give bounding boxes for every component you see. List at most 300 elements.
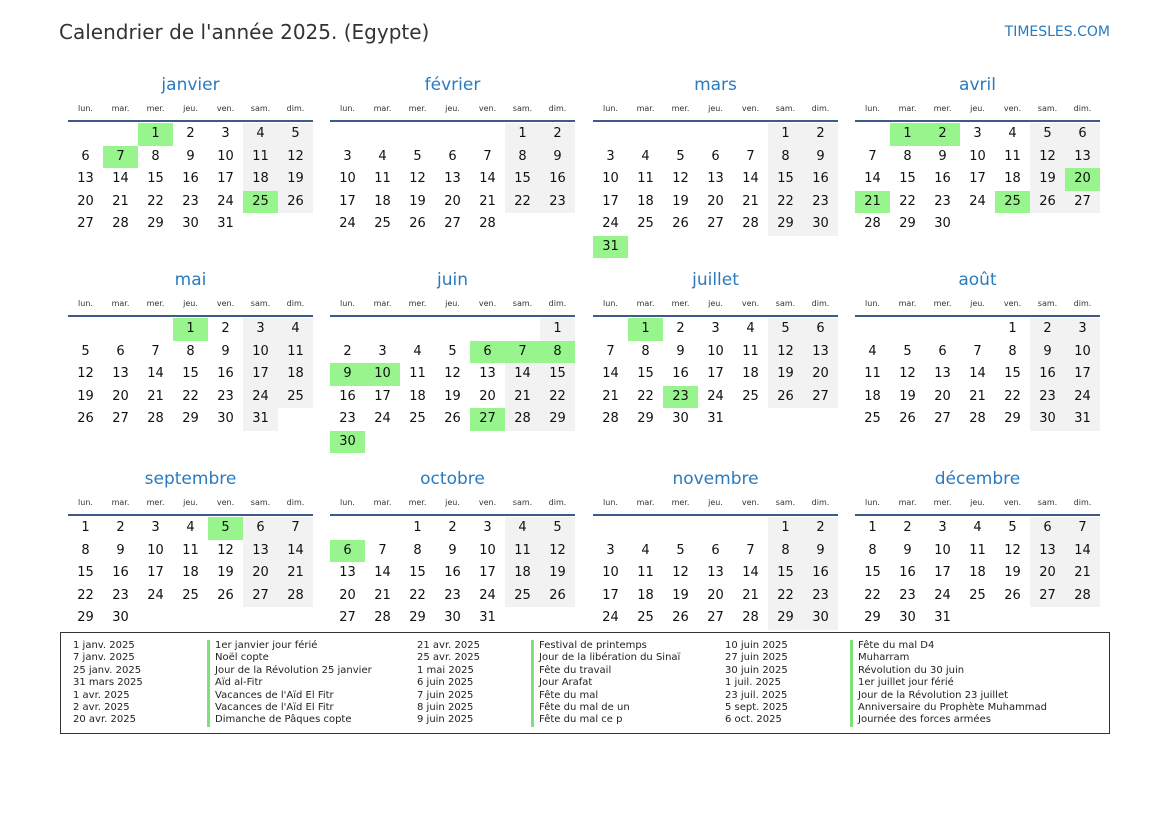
day-cell[interactable]: 3 — [938, 520, 947, 535]
day-cell[interactable]: 27 — [707, 216, 724, 231]
day-cell[interactable]: 16 — [217, 366, 234, 381]
day-cell[interactable]: 29 — [182, 411, 199, 426]
day-cell[interactable]: 27 — [803, 386, 838, 409]
day-cell[interactable]: 7 — [151, 343, 160, 359]
day-cell[interactable]: 7 — [868, 148, 877, 164]
day-cell[interactable]: 3 — [606, 542, 615, 558]
day-cell[interactable]: 2 — [186, 126, 195, 141]
day-cell[interactable]: 15 — [505, 168, 540, 191]
day-cell[interactable]: 23 — [339, 411, 356, 426]
day-cell[interactable]: 26 — [77, 411, 94, 426]
day-cell[interactable]: 15 — [182, 366, 199, 381]
day-cell[interactable]: 22 — [540, 386, 575, 409]
day-cell[interactable]: 3 — [606, 148, 615, 164]
day-cell[interactable]: 28 — [864, 216, 881, 231]
day-cell[interactable]: 4 — [868, 343, 877, 359]
day-cell[interactable]: 15 — [409, 565, 426, 580]
day-cell[interactable]: 5 — [540, 517, 575, 540]
day-cell[interactable]: 31 — [217, 216, 234, 231]
day-cell[interactable]: 3 — [151, 520, 160, 535]
day-cell[interactable]: 1 — [81, 520, 90, 535]
day-cell[interactable]: 19 — [278, 168, 313, 191]
day-cell[interactable]: 3 — [973, 126, 982, 141]
day-cell[interactable]: 9 — [938, 148, 947, 164]
day-cell[interactable]: 3 — [343, 148, 352, 164]
day-cell[interactable]: 27 — [339, 610, 356, 625]
day-cell[interactable]: 21 — [374, 587, 391, 603]
day-cell[interactable]: 20 — [707, 193, 724, 209]
day-cell[interactable]: 19 — [1004, 565, 1021, 580]
day-cell[interactable]: 30 — [803, 607, 838, 630]
day-cell[interactable]: 18 — [182, 565, 199, 580]
day-cell[interactable]: 17 — [147, 565, 164, 580]
day-cell[interactable]: 16 — [540, 168, 575, 191]
day-cell[interactable]: 29 — [768, 213, 803, 236]
day-cell[interactable]: 30 — [803, 213, 838, 236]
day-cell[interactable]: 4 — [746, 321, 755, 336]
day-cell[interactable]: 2 — [540, 123, 575, 146]
day-cell[interactable]: 22 — [768, 585, 803, 608]
day-cell[interactable]: 10 — [217, 148, 234, 164]
day-cell[interactable]: 11 — [637, 171, 654, 186]
day-cell[interactable]: 30 — [899, 610, 916, 625]
day-cell[interactable]: 28 — [278, 585, 313, 608]
day-cell[interactable]: 6 — [938, 343, 947, 359]
day-cell[interactable]: 12 — [672, 565, 689, 580]
day-cell[interactable]: 13 — [707, 565, 724, 580]
day-cell[interactable]: 24 — [339, 216, 356, 231]
day-cell[interactable]: 15 — [1004, 366, 1021, 381]
day-cell[interactable]: 10 — [602, 171, 619, 186]
day-cell[interactable]: 26 — [217, 587, 234, 603]
day-cell[interactable]: 4 — [973, 520, 982, 535]
day-cell[interactable]: 1 — [628, 318, 663, 341]
day-cell[interactable]: 2 — [803, 123, 838, 146]
day-cell[interactable]: 2 — [448, 520, 457, 535]
day-cell[interactable]: 26 — [1030, 191, 1065, 214]
day-cell[interactable]: 28 — [112, 216, 129, 231]
day-cell[interactable]: 9 — [540, 146, 575, 169]
day-cell[interactable]: 14 — [147, 366, 164, 381]
day-cell[interactable]: 27 — [243, 585, 278, 608]
day-cell[interactable]: 24 — [243, 386, 278, 409]
day-cell[interactable]: 23 — [803, 191, 838, 214]
day-cell[interactable]: 7 — [103, 146, 138, 169]
day-cell[interactable]: 19 — [540, 562, 575, 585]
day-cell[interactable]: 18 — [637, 587, 654, 603]
day-cell[interactable]: 21 — [147, 388, 164, 404]
day-cell[interactable]: 9 — [903, 542, 912, 558]
day-cell[interactable]: 11 — [1004, 148, 1021, 164]
day-cell[interactable]: 13 — [444, 171, 461, 186]
day-cell[interactable]: 8 — [903, 148, 912, 164]
day-cell[interactable]: 21 — [278, 562, 313, 585]
day-cell[interactable]: 11 — [637, 565, 654, 580]
day-cell[interactable]: 18 — [243, 168, 278, 191]
day-cell[interactable]: 14 — [864, 171, 881, 186]
day-cell[interactable]: 14 — [505, 363, 540, 386]
day-cell[interactable]: 19 — [1030, 168, 1065, 191]
day-cell[interactable]: 11 — [409, 366, 426, 381]
day-cell[interactable]: 7 — [973, 343, 982, 359]
day-cell[interactable]: 22 — [899, 193, 916, 209]
day-cell[interactable]: 19 — [77, 388, 94, 404]
day-cell[interactable]: 20 — [1030, 562, 1065, 585]
day-cell[interactable]: 29 — [77, 610, 94, 625]
day-cell[interactable]: 28 — [742, 216, 759, 231]
day-cell[interactable]: 4 — [641, 542, 650, 558]
day-cell[interactable]: 13 — [803, 341, 838, 364]
day-cell[interactable]: 30 — [217, 411, 234, 426]
day-cell[interactable]: 19 — [672, 193, 689, 209]
day-cell[interactable]: 1 — [138, 123, 173, 146]
day-cell[interactable]: 2 — [1030, 318, 1065, 341]
day-cell[interactable]: 20 — [339, 587, 356, 603]
day-cell[interactable]: 31 — [479, 610, 496, 625]
day-cell[interactable]: 2 — [343, 343, 352, 359]
day-cell[interactable]: 26 — [278, 191, 313, 214]
day-cell[interactable]: 5 — [768, 318, 803, 341]
day-cell[interactable]: 8 — [641, 343, 650, 359]
day-cell[interactable]: 23 — [540, 191, 575, 214]
day-cell[interactable]: 2 — [925, 123, 960, 146]
day-cell[interactable]: 16 — [803, 562, 838, 585]
day-cell[interactable]: 24 — [147, 587, 164, 603]
day-cell[interactable]: 31 — [243, 408, 278, 431]
day-cell[interactable]: 25 — [505, 585, 540, 608]
day-cell[interactable]: 7 — [746, 542, 755, 558]
day-cell[interactable]: 12 — [768, 341, 803, 364]
day-cell[interactable]: 26 — [409, 216, 426, 231]
day-cell[interactable]: 2 — [803, 517, 838, 540]
day-cell[interactable]: 8 — [413, 542, 422, 558]
day-cell[interactable]: 27 — [470, 408, 505, 431]
day-cell[interactable]: 12 — [1004, 542, 1021, 558]
day-cell[interactable]: 20 — [112, 388, 129, 404]
day-cell[interactable]: 17 — [707, 366, 724, 381]
day-cell[interactable]: 10 — [339, 171, 356, 186]
day-cell[interactable]: 5 — [676, 542, 685, 558]
day-cell[interactable]: 26 — [899, 411, 916, 426]
day-cell[interactable]: 14 — [112, 171, 129, 186]
day-cell[interactable]: 28 — [374, 610, 391, 625]
day-cell[interactable]: 18 — [409, 388, 426, 404]
day-cell[interactable]: 8 — [768, 146, 803, 169]
day-cell[interactable]: 2 — [116, 520, 125, 535]
day-cell[interactable]: 16 — [444, 565, 461, 580]
day-cell[interactable]: 30 — [444, 610, 461, 625]
day-cell[interactable]: 25 — [637, 610, 654, 625]
day-cell[interactable]: 4 — [278, 318, 313, 341]
day-cell[interactable]: 7 — [378, 542, 387, 558]
day-cell[interactable]: 17 — [602, 587, 619, 603]
day-cell[interactable]: 10 — [934, 542, 951, 558]
day-cell[interactable]: 30 — [934, 216, 951, 231]
day-cell[interactable]: 8 — [505, 146, 540, 169]
day-cell[interactable]: 27 — [934, 411, 951, 426]
day-cell[interactable]: 13 — [1065, 146, 1100, 169]
day-cell[interactable]: 21 — [479, 193, 496, 209]
day-cell[interactable]: 5 — [676, 148, 685, 164]
day-cell[interactable]: 11 — [742, 343, 759, 359]
day-cell[interactable]: 6 — [711, 542, 720, 558]
day-cell[interactable]: 31 — [593, 236, 628, 259]
day-cell[interactable]: 24 — [1065, 386, 1100, 409]
day-cell[interactable]: 14 — [742, 565, 759, 580]
day-cell[interactable]: 17 — [243, 363, 278, 386]
day-cell[interactable]: 26 — [672, 216, 689, 231]
day-cell[interactable]: 14 — [278, 540, 313, 563]
day-cell[interactable]: 16 — [1030, 363, 1065, 386]
day-cell[interactable]: 28 — [742, 610, 759, 625]
day-cell[interactable]: 24 — [217, 193, 234, 209]
day-cell[interactable]: 7 — [483, 148, 492, 164]
brand-link[interactable]: TIMESLES.COM — [1004, 24, 1110, 40]
day-cell[interactable]: 20 — [707, 587, 724, 603]
day-cell[interactable]: 17 — [969, 171, 986, 186]
day-cell[interactable]: 26 — [444, 411, 461, 426]
day-cell[interactable]: 7 — [278, 517, 313, 540]
day-cell[interactable]: 27 — [112, 411, 129, 426]
day-cell[interactable]: 1 — [890, 123, 925, 146]
day-cell[interactable]: 13 — [1030, 540, 1065, 563]
day-cell[interactable]: 1 — [768, 517, 803, 540]
day-cell[interactable]: 25 — [182, 587, 199, 603]
day-cell[interactable]: 10 — [707, 343, 724, 359]
day-cell[interactable]: 9 — [803, 146, 838, 169]
day-cell[interactable]: 25 — [742, 388, 759, 404]
day-cell[interactable]: 27 — [707, 610, 724, 625]
day-cell[interactable]: 13 — [339, 565, 356, 580]
day-cell[interactable]: 20 — [243, 562, 278, 585]
day-cell[interactable]: 17 — [1065, 363, 1100, 386]
day-cell[interactable]: 23 — [217, 388, 234, 404]
day-cell[interactable]: 8 — [540, 341, 575, 364]
day-cell[interactable]: 6 — [81, 148, 90, 164]
day-cell[interactable]: 8 — [186, 343, 195, 359]
day-cell[interactable]: 25 — [864, 411, 881, 426]
day-cell[interactable]: 8 — [1008, 343, 1017, 359]
day-cell[interactable]: 6 — [803, 318, 838, 341]
day-cell[interactable]: 22 — [409, 587, 426, 603]
day-cell[interactable]: 14 — [374, 565, 391, 580]
day-cell[interactable]: 22 — [864, 587, 881, 603]
day-cell[interactable]: 29 — [768, 607, 803, 630]
day-cell[interactable]: 21 — [602, 388, 619, 404]
day-cell[interactable]: 12 — [672, 171, 689, 186]
day-cell[interactable]: 20 — [479, 388, 496, 404]
day-cell[interactable]: 1 — [540, 318, 575, 341]
day-cell[interactable]: 6 — [1030, 517, 1065, 540]
day-cell[interactable]: 6 — [116, 343, 125, 359]
day-cell[interactable]: 16 — [112, 565, 129, 580]
day-cell[interactable]: 12 — [217, 542, 234, 558]
day-cell[interactable]: 26 — [540, 585, 575, 608]
day-cell[interactable]: 23 — [899, 587, 916, 603]
day-cell[interactable]: 17 — [479, 565, 496, 580]
day-cell[interactable]: 24 — [602, 610, 619, 625]
day-cell[interactable]: 26 — [768, 386, 803, 409]
day-cell[interactable]: 7 — [1065, 517, 1100, 540]
day-cell[interactable]: 23 — [444, 587, 461, 603]
day-cell[interactable]: 27 — [444, 216, 461, 231]
day-cell[interactable]: 11 — [374, 171, 391, 186]
day-cell[interactable]: 20 — [444, 193, 461, 209]
day-cell[interactable]: 9 — [676, 343, 685, 359]
day-cell[interactable]: 14 — [602, 366, 619, 381]
day-cell[interactable]: 5 — [1030, 123, 1065, 146]
day-cell[interactable]: 4 — [378, 148, 387, 164]
day-cell[interactable]: 1 — [173, 318, 208, 341]
day-cell[interactable]: 6 — [470, 341, 505, 364]
day-cell[interactable]: 12 — [1030, 146, 1065, 169]
day-cell[interactable]: 24 — [934, 587, 951, 603]
day-cell[interactable]: 16 — [672, 366, 689, 381]
day-cell[interactable]: 10 — [243, 341, 278, 364]
day-cell[interactable]: 28 — [505, 408, 540, 431]
day-cell[interactable]: 10 — [969, 148, 986, 164]
day-cell[interactable]: 6 — [243, 517, 278, 540]
day-cell[interactable]: 7 — [606, 343, 615, 359]
day-cell[interactable]: 3 — [243, 318, 278, 341]
day-cell[interactable]: 22 — [637, 388, 654, 404]
day-cell[interactable]: 6 — [330, 540, 365, 563]
day-cell[interactable]: 18 — [742, 366, 759, 381]
day-cell[interactable]: 28 — [1065, 585, 1100, 608]
day-cell[interactable]: 1 — [868, 520, 877, 535]
day-cell[interactable]: 8 — [151, 148, 160, 164]
day-cell[interactable]: 27 — [77, 216, 94, 231]
day-cell[interactable]: 19 — [217, 565, 234, 580]
day-cell[interactable]: 21 — [969, 388, 986, 404]
day-cell[interactable]: 29 — [637, 411, 654, 426]
day-cell[interactable]: 15 — [768, 168, 803, 191]
day-cell[interactable]: 7 — [505, 341, 540, 364]
day-cell[interactable]: 29 — [1004, 411, 1021, 426]
day-cell[interactable]: 18 — [864, 388, 881, 404]
day-cell[interactable]: 16 — [899, 565, 916, 580]
day-cell[interactable]: 12 — [77, 366, 94, 381]
day-cell[interactable]: 8 — [868, 542, 877, 558]
day-cell[interactable]: 15 — [77, 565, 94, 580]
day-cell[interactable]: 25 — [409, 411, 426, 426]
day-cell[interactable]: 24 — [602, 216, 619, 231]
day-cell[interactable]: 31 — [934, 610, 951, 625]
day-cell[interactable]: 2 — [903, 520, 912, 535]
day-cell[interactable]: 22 — [147, 193, 164, 209]
day-cell[interactable]: 2 — [676, 321, 685, 336]
day-cell[interactable]: 14 — [479, 171, 496, 186]
day-cell[interactable]: 12 — [278, 146, 313, 169]
day-cell[interactable]: 29 — [409, 610, 426, 625]
day-cell[interactable]: 8 — [81, 542, 90, 558]
day-cell[interactable]: 11 — [182, 542, 199, 558]
day-cell[interactable]: 21 — [112, 193, 129, 209]
day-cell[interactable]: 9 — [1030, 341, 1065, 364]
day-cell[interactable]: 30 — [182, 216, 199, 231]
day-cell[interactable]: 5 — [448, 343, 457, 359]
day-cell[interactable]: 23 — [182, 193, 199, 209]
day-cell[interactable]: 23 — [112, 587, 129, 603]
day-cell[interactable]: 22 — [77, 587, 94, 603]
day-cell[interactable]: 15 — [637, 366, 654, 381]
day-cell[interactable]: 20 — [1065, 168, 1100, 191]
day-cell[interactable]: 15 — [768, 562, 803, 585]
day-cell[interactable]: 10 — [1065, 341, 1100, 364]
day-cell[interactable]: 1 — [768, 123, 803, 146]
day-cell[interactable]: 16 — [182, 171, 199, 186]
day-cell[interactable]: 15 — [147, 171, 164, 186]
day-cell[interactable]: 21 — [742, 193, 759, 209]
day-cell[interactable]: 24 — [374, 411, 391, 426]
day-cell[interactable]: 26 — [1004, 587, 1021, 603]
day-cell[interactable]: 18 — [505, 562, 540, 585]
day-cell[interactable]: 14 — [1065, 540, 1100, 563]
day-cell[interactable]: 19 — [768, 363, 803, 386]
day-cell[interactable]: 6 — [1065, 123, 1100, 146]
day-cell[interactable]: 30 — [672, 411, 689, 426]
day-cell[interactable]: 28 — [602, 411, 619, 426]
day-cell[interactable]: 15 — [864, 565, 881, 580]
day-cell[interactable]: 17 — [374, 388, 391, 404]
day-cell[interactable]: 17 — [339, 193, 356, 209]
day-cell[interactable]: 5 — [413, 148, 422, 164]
day-cell[interactable]: 23 — [1030, 386, 1065, 409]
day-cell[interactable]: 11 — [969, 542, 986, 558]
day-cell[interactable]: 22 — [1004, 388, 1021, 404]
day-cell[interactable]: 8 — [768, 540, 803, 563]
day-cell[interactable]: 3 — [378, 343, 387, 359]
day-cell[interactable]: 12 — [899, 366, 916, 381]
day-cell[interactable]: 30 — [112, 610, 129, 625]
day-cell[interactable]: 30 — [330, 431, 365, 454]
day-cell[interactable]: 13 — [934, 366, 951, 381]
day-cell[interactable]: 17 — [602, 193, 619, 209]
day-cell[interactable]: 16 — [803, 168, 838, 191]
day-cell[interactable]: 29 — [147, 216, 164, 231]
day-cell[interactable]: 9 — [116, 542, 125, 558]
day-cell[interactable]: 10 — [602, 565, 619, 580]
day-cell[interactable]: 25 — [637, 216, 654, 231]
day-cell[interactable]: 31 — [1065, 408, 1100, 431]
day-cell[interactable]: 10 — [365, 363, 400, 386]
day-cell[interactable]: 29 — [864, 610, 881, 625]
day-cell[interactable]: 23 — [934, 193, 951, 209]
day-cell[interactable]: 15 — [899, 171, 916, 186]
day-cell[interactable]: 9 — [448, 542, 457, 558]
day-cell[interactable]: 15 — [540, 363, 575, 386]
day-cell[interactable]: 7 — [746, 148, 755, 164]
day-cell[interactable]: 16 — [934, 171, 951, 186]
day-cell[interactable]: 1 — [505, 123, 540, 146]
day-cell[interactable]: 6 — [711, 148, 720, 164]
day-cell[interactable]: 5 — [903, 343, 912, 359]
day-cell[interactable]: 5 — [278, 123, 313, 146]
day-cell[interactable]: 20 — [934, 388, 951, 404]
day-cell[interactable]: 18 — [637, 193, 654, 209]
day-cell[interactable]: 6 — [448, 148, 457, 164]
day-cell[interactable]: 4 — [186, 520, 195, 535]
day-cell[interactable]: 12 — [444, 366, 461, 381]
day-cell[interactable]: 19 — [672, 587, 689, 603]
day-cell[interactable]: 19 — [444, 388, 461, 404]
day-cell[interactable]: 22 — [505, 191, 540, 214]
day-cell[interactable]: 10 — [147, 542, 164, 558]
day-cell[interactable]: 28 — [479, 216, 496, 231]
day-cell[interactable]: 24 — [707, 388, 724, 404]
day-cell[interactable]: 19 — [899, 388, 916, 404]
day-cell[interactable]: 21 — [855, 191, 890, 214]
